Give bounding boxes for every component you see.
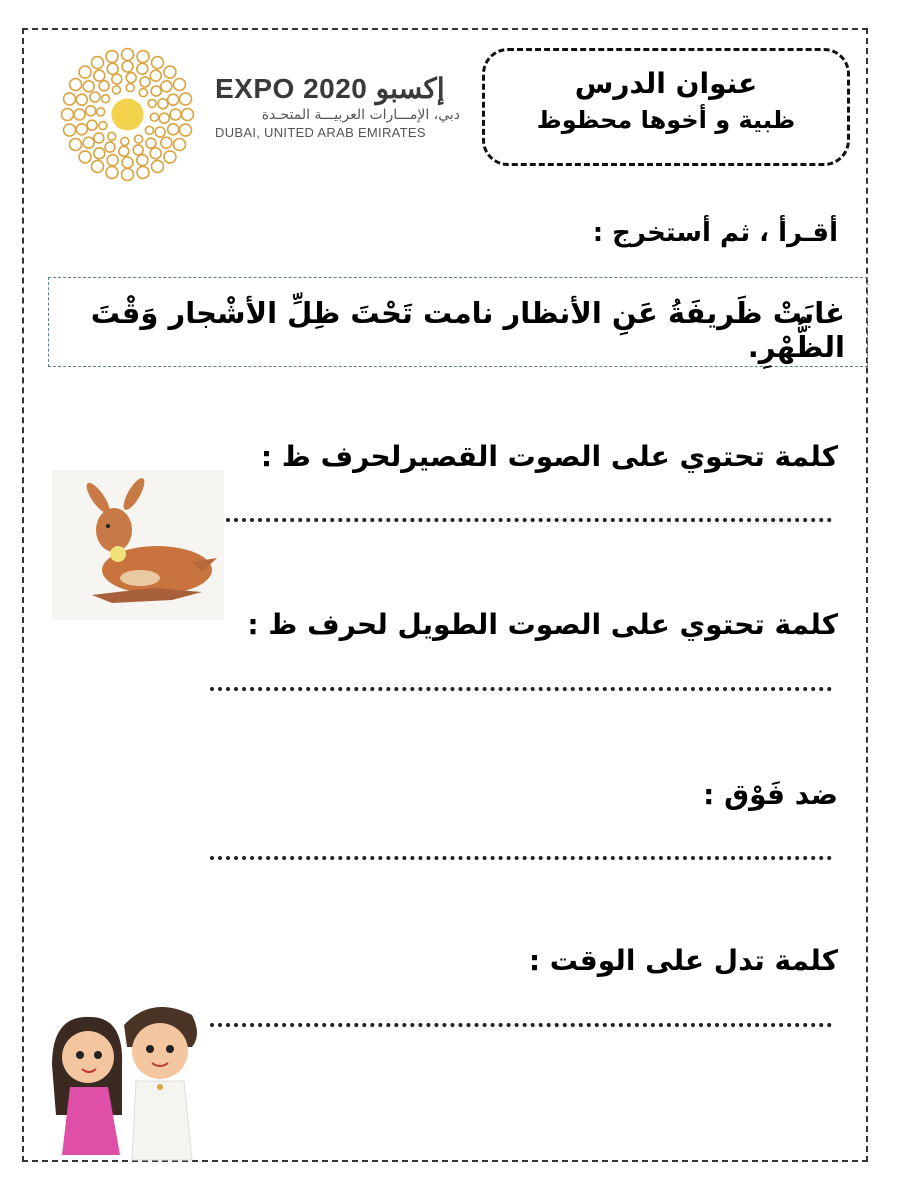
answer-line-3[interactable] xyxy=(210,852,832,860)
expo-logo-icon xyxy=(55,42,200,187)
expo-logo-text xyxy=(215,72,460,140)
lesson-heading: عنوان الدرس xyxy=(574,67,758,100)
question-1: كلمة تحتوي على الصوت القصيرلحرف ظ : xyxy=(260,440,838,473)
lesson-name: ظبية و أخوها محظوظ xyxy=(536,106,796,134)
answer-line-1[interactable] xyxy=(210,514,832,522)
question-2: كلمة تحتوي على الصوت الطويل لحرف ظ : xyxy=(247,608,838,641)
answer-line-2[interactable] xyxy=(210,683,832,691)
question-4: كلمة تدل على الوقت : xyxy=(528,944,838,977)
children-illustration xyxy=(42,995,242,1165)
passage-text: غابَتْ ظَريفَةُ عَنِ الأنظار نامت تَحْتَ ظِلِّ الأشْجار وَقْتَ الظُّهْرِ. xyxy=(90,296,845,364)
expo-title: EXPO 2020 إكسبو xyxy=(215,73,445,104)
expo-arabic-location: دبي، الإمـــارات العربيـــة المتحـدة xyxy=(261,107,460,123)
answer-line-4[interactable] xyxy=(210,1019,832,1027)
expo-english-location: DUBAI, UNITED ARAB EMIRATES xyxy=(215,125,426,140)
deer-illustration xyxy=(52,470,224,620)
lesson-title-box xyxy=(482,48,850,166)
reading-passage xyxy=(48,277,868,367)
question-3: ضد فَوْق : xyxy=(703,778,838,811)
instruction-text: أقـرأ ، ثم أستخرج : xyxy=(592,218,838,248)
